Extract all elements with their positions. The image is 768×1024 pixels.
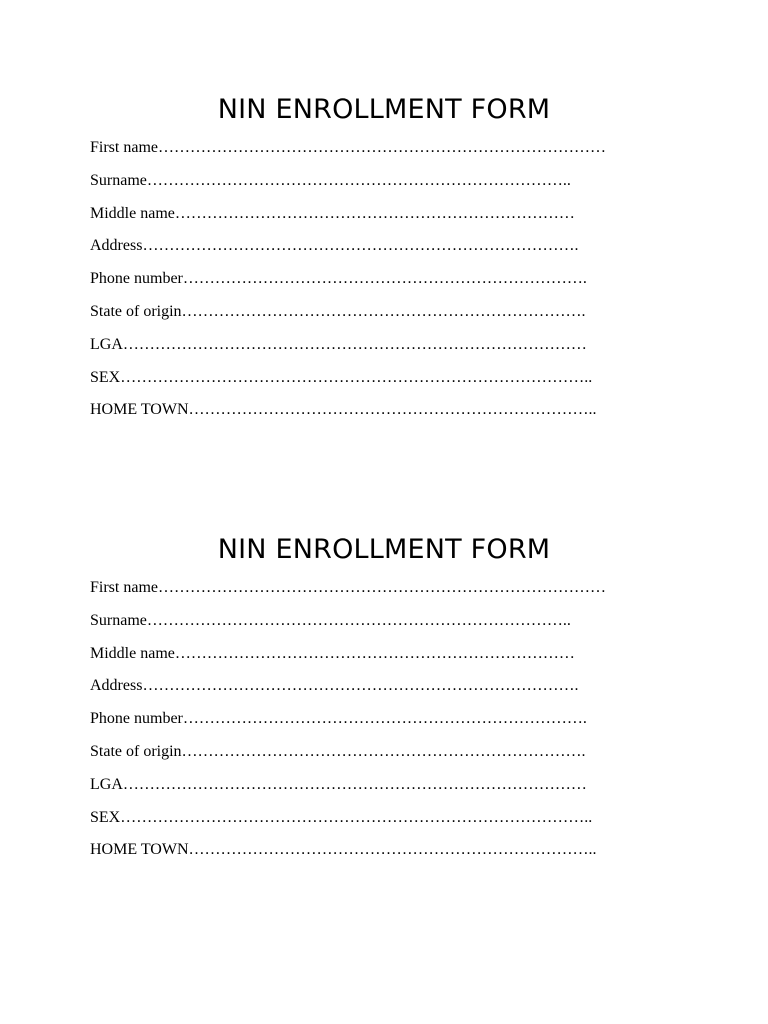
field-middle-name: Middle name………………………………………………………………… [90, 644, 575, 662]
field-address: Address………………………………………………………………………. [90, 237, 579, 255]
field-surname: Surname…………………………………………………………………….. [90, 171, 571, 189]
field-address: Address………………………………………………………………………. [90, 677, 579, 695]
field-phone-number: Phone number…………………………………………………………………. [90, 710, 587, 728]
enrollment-form-2 [90, 530, 690, 867]
field-state-of-origin: State of origin…………………………………………………………………. [90, 742, 586, 760]
field-sex: SEX…………………………………………………………………………….. [90, 808, 593, 826]
field-first-name: First name………………………………………………………………………… [90, 139, 606, 156]
field-home-town: HOME TOWN………………………………………………………………….. [90, 841, 597, 859]
form-title: NIN ENROLLMENT FORM [217, 534, 551, 565]
field-lga: LGA…………………………………………………………………………… [90, 775, 587, 793]
enrollment-form-1 [90, 90, 690, 427]
field-phone-number: Phone number…………………………………………………………………. [90, 270, 587, 288]
form-fields [90, 572, 690, 867]
field-middle-name: Middle name………………………………………………………………… [90, 204, 575, 222]
field-home-town: HOME TOWN………………………………………………………………….. [90, 401, 597, 419]
field-sex: SEX…………………………………………………………………………….. [90, 368, 593, 386]
field-surname: Surname…………………………………………………………………….. [90, 611, 571, 629]
field-state-of-origin: State of origin…………………………………………………………………. [90, 302, 586, 320]
form-title: NIN ENROLLMENT FORM [217, 94, 551, 125]
field-lga: LGA…………………………………………………………………………… [90, 335, 587, 353]
form-fields [90, 132, 690, 427]
field-first-name: First name………………………………………………………………………… [90, 579, 606, 596]
